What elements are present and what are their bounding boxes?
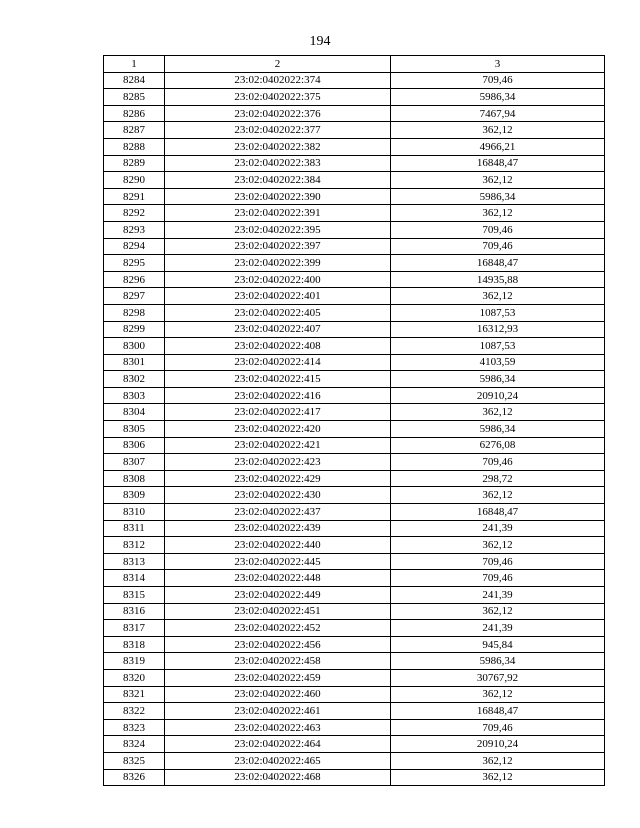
row-number-cell: 8305 bbox=[104, 421, 165, 438]
table-row bbox=[104, 769, 605, 786]
table-header-row bbox=[104, 56, 605, 73]
value-cell: 16848,47 bbox=[391, 255, 605, 272]
cadastral-number-cell: 23:02:0402022:461 bbox=[165, 703, 391, 720]
cadastral-number-cell: 23:02:0402022:452 bbox=[165, 620, 391, 637]
row-number-cell: 8285 bbox=[104, 89, 165, 106]
cadastral-number-cell: 23:02:0402022:384 bbox=[165, 172, 391, 189]
cadastral-number-cell: 23:02:0402022:375 bbox=[165, 89, 391, 106]
row-number-cell: 8296 bbox=[104, 271, 165, 288]
row-number-cell: 8317 bbox=[104, 620, 165, 637]
row-number-cell: 8306 bbox=[104, 437, 165, 454]
cadastral-number-cell: 23:02:0402022:460 bbox=[165, 686, 391, 703]
row-number-cell: 8323 bbox=[104, 719, 165, 736]
value-cell: 709,46 bbox=[391, 553, 605, 570]
table-row bbox=[104, 537, 605, 554]
value-cell: 5986,34 bbox=[391, 653, 605, 670]
value-cell: 362,12 bbox=[391, 603, 605, 620]
value-cell: 20910,24 bbox=[391, 736, 605, 753]
cadastral-number-cell: 23:02:0402022:400 bbox=[165, 271, 391, 288]
row-number-cell: 8313 bbox=[104, 553, 165, 570]
table-row bbox=[104, 188, 605, 205]
row-number-cell: 8292 bbox=[104, 205, 165, 222]
row-number-cell: 8299 bbox=[104, 321, 165, 338]
value-cell: 1087,53 bbox=[391, 304, 605, 321]
table-row bbox=[104, 520, 605, 537]
cadastral-number-cell: 23:02:0402022:440 bbox=[165, 537, 391, 554]
value-cell: 298,72 bbox=[391, 470, 605, 487]
cadastral-number-cell: 23:02:0402022:449 bbox=[165, 587, 391, 604]
value-cell: 362,12 bbox=[391, 172, 605, 189]
table-row bbox=[104, 752, 605, 769]
table-row bbox=[104, 719, 605, 736]
cadastral-number-cell: 23:02:0402022:374 bbox=[165, 72, 391, 89]
cadastral-number-cell: 23:02:0402022:405 bbox=[165, 304, 391, 321]
row-number-cell: 8307 bbox=[104, 454, 165, 471]
cadastral-number-cell: 23:02:0402022:377 bbox=[165, 122, 391, 139]
table-row bbox=[104, 603, 605, 620]
table-row bbox=[104, 354, 605, 371]
table-row bbox=[104, 736, 605, 753]
cadastral-number-cell: 23:02:0402022:407 bbox=[165, 321, 391, 338]
row-number-cell: 8291 bbox=[104, 188, 165, 205]
cadastral-number-cell: 23:02:0402022:456 bbox=[165, 636, 391, 653]
table-row bbox=[104, 587, 605, 604]
cadastral-number-cell: 23:02:0402022:382 bbox=[165, 138, 391, 155]
value-cell: 5986,34 bbox=[391, 89, 605, 106]
value-cell: 362,12 bbox=[391, 769, 605, 786]
value-cell: 362,12 bbox=[391, 752, 605, 769]
row-number-cell: 8288 bbox=[104, 138, 165, 155]
value-cell: 709,46 bbox=[391, 719, 605, 736]
row-number-cell: 8326 bbox=[104, 769, 165, 786]
table-row bbox=[104, 636, 605, 653]
cadastral-number-cell: 23:02:0402022:414 bbox=[165, 354, 391, 371]
cadastral-number-cell: 23:02:0402022:421 bbox=[165, 437, 391, 454]
value-cell: 241,39 bbox=[391, 620, 605, 637]
table-row bbox=[104, 155, 605, 172]
value-cell: 4966,21 bbox=[391, 138, 605, 155]
cadastral-number-cell: 23:02:0402022:448 bbox=[165, 570, 391, 587]
row-number-cell: 8324 bbox=[104, 736, 165, 753]
table-row bbox=[104, 703, 605, 720]
cadastral-number-cell: 23:02:0402022:437 bbox=[165, 504, 391, 521]
table-row bbox=[104, 122, 605, 139]
table-row bbox=[104, 138, 605, 155]
table-row bbox=[104, 304, 605, 321]
table-row bbox=[104, 570, 605, 587]
table-row bbox=[104, 338, 605, 355]
value-cell: 30767,92 bbox=[391, 669, 605, 686]
row-number-cell: 8322 bbox=[104, 703, 165, 720]
value-cell: 1087,53 bbox=[391, 338, 605, 355]
table-row bbox=[104, 437, 605, 454]
table-row bbox=[104, 288, 605, 305]
value-cell: 5986,34 bbox=[391, 188, 605, 205]
value-cell: 362,12 bbox=[391, 122, 605, 139]
column-header-3: 3 bbox=[391, 56, 605, 73]
value-cell: 4103,59 bbox=[391, 354, 605, 371]
value-cell: 16848,47 bbox=[391, 703, 605, 720]
table-row bbox=[104, 686, 605, 703]
table-row bbox=[104, 89, 605, 106]
row-number-cell: 8293 bbox=[104, 221, 165, 238]
cadastral-number-cell: 23:02:0402022:464 bbox=[165, 736, 391, 753]
row-number-cell: 8295 bbox=[104, 255, 165, 272]
row-number-cell: 8312 bbox=[104, 537, 165, 554]
cadastral-number-cell: 23:02:0402022:397 bbox=[165, 238, 391, 255]
value-cell: 709,46 bbox=[391, 570, 605, 587]
cadastral-number-cell: 23:02:0402022:429 bbox=[165, 470, 391, 487]
value-cell: 709,46 bbox=[391, 72, 605, 89]
row-number-cell: 8320 bbox=[104, 669, 165, 686]
table-row bbox=[104, 387, 605, 404]
value-cell: 5986,34 bbox=[391, 421, 605, 438]
row-number-cell: 8311 bbox=[104, 520, 165, 537]
value-cell: 16848,47 bbox=[391, 504, 605, 521]
column-header-1: 1 bbox=[104, 56, 165, 73]
table-row bbox=[104, 238, 605, 255]
table-row bbox=[104, 321, 605, 338]
row-number-cell: 8298 bbox=[104, 304, 165, 321]
data-table bbox=[103, 55, 605, 786]
table-row bbox=[104, 404, 605, 421]
row-number-cell: 8286 bbox=[104, 105, 165, 122]
value-cell: 709,46 bbox=[391, 238, 605, 255]
table-row bbox=[104, 454, 605, 471]
table-row bbox=[104, 72, 605, 89]
table-row bbox=[104, 669, 605, 686]
value-cell: 945,84 bbox=[391, 636, 605, 653]
row-number-cell: 8319 bbox=[104, 653, 165, 670]
cadastral-number-cell: 23:02:0402022:417 bbox=[165, 404, 391, 421]
row-number-cell: 8297 bbox=[104, 288, 165, 305]
cadastral-number-cell: 23:02:0402022:423 bbox=[165, 454, 391, 471]
cadastral-number-cell: 23:02:0402022:463 bbox=[165, 719, 391, 736]
value-cell: 362,12 bbox=[391, 404, 605, 421]
table-row bbox=[104, 421, 605, 438]
table-row bbox=[104, 205, 605, 222]
row-number-cell: 8304 bbox=[104, 404, 165, 421]
row-number-cell: 8300 bbox=[104, 338, 165, 355]
table-row bbox=[104, 620, 605, 637]
row-number-cell: 8294 bbox=[104, 238, 165, 255]
value-cell: 362,12 bbox=[391, 487, 605, 504]
value-cell: 7467,94 bbox=[391, 105, 605, 122]
row-number-cell: 8303 bbox=[104, 387, 165, 404]
value-cell: 6276,08 bbox=[391, 437, 605, 454]
value-cell: 5986,34 bbox=[391, 371, 605, 388]
cadastral-number-cell: 23:02:0402022:451 bbox=[165, 603, 391, 620]
cadastral-number-cell: 23:02:0402022:415 bbox=[165, 371, 391, 388]
table-row bbox=[104, 371, 605, 388]
value-cell: 362,12 bbox=[391, 205, 605, 222]
cadastral-number-cell: 23:02:0402022:468 bbox=[165, 769, 391, 786]
row-number-cell: 8289 bbox=[104, 155, 165, 172]
cadastral-number-cell: 23:02:0402022:390 bbox=[165, 188, 391, 205]
row-number-cell: 8310 bbox=[104, 504, 165, 521]
value-cell: 16848,47 bbox=[391, 155, 605, 172]
table-row bbox=[104, 487, 605, 504]
cadastral-number-cell: 23:02:0402022:416 bbox=[165, 387, 391, 404]
row-number-cell: 8321 bbox=[104, 686, 165, 703]
table-row bbox=[104, 553, 605, 570]
table-body bbox=[104, 72, 605, 786]
cadastral-number-cell: 23:02:0402022:420 bbox=[165, 421, 391, 438]
row-number-cell: 8308 bbox=[104, 470, 165, 487]
value-cell: 241,39 bbox=[391, 520, 605, 537]
value-cell: 20910,24 bbox=[391, 387, 605, 404]
table-row bbox=[104, 105, 605, 122]
table-row bbox=[104, 504, 605, 521]
table-row bbox=[104, 172, 605, 189]
page-number: 194 bbox=[309, 34, 331, 49]
table-row bbox=[104, 470, 605, 487]
cadastral-number-cell: 23:02:0402022:383 bbox=[165, 155, 391, 172]
row-number-cell: 8318 bbox=[104, 636, 165, 653]
cadastral-number-cell: 23:02:0402022:459 bbox=[165, 669, 391, 686]
cadastral-number-cell: 23:02:0402022:465 bbox=[165, 752, 391, 769]
cadastral-number-cell: 23:02:0402022:445 bbox=[165, 553, 391, 570]
row-number-cell: 8287 bbox=[104, 122, 165, 139]
value-cell: 241,39 bbox=[391, 587, 605, 604]
cadastral-number-cell: 23:02:0402022:458 bbox=[165, 653, 391, 670]
cadastral-number-cell: 23:02:0402022:399 bbox=[165, 255, 391, 272]
cadastral-number-cell: 23:02:0402022:391 bbox=[165, 205, 391, 222]
table-row bbox=[104, 255, 605, 272]
column-header-2: 2 bbox=[165, 56, 391, 73]
value-cell: 362,12 bbox=[391, 537, 605, 554]
row-number-cell: 8325 bbox=[104, 752, 165, 769]
cadastral-number-cell: 23:02:0402022:439 bbox=[165, 520, 391, 537]
row-number-cell: 8314 bbox=[104, 570, 165, 587]
value-cell: 14935,88 bbox=[391, 271, 605, 288]
cadastral-number-cell: 23:02:0402022:395 bbox=[165, 221, 391, 238]
row-number-cell: 8301 bbox=[104, 354, 165, 371]
cadastral-number-cell: 23:02:0402022:408 bbox=[165, 338, 391, 355]
table-row bbox=[104, 221, 605, 238]
value-cell: 362,12 bbox=[391, 288, 605, 305]
cadastral-number-cell: 23:02:0402022:401 bbox=[165, 288, 391, 305]
value-cell: 362,12 bbox=[391, 686, 605, 703]
row-number-cell: 8284 bbox=[104, 72, 165, 89]
table-row bbox=[104, 653, 605, 670]
row-number-cell: 8316 bbox=[104, 603, 165, 620]
cadastral-number-cell: 23:02:0402022:430 bbox=[165, 487, 391, 504]
row-number-cell: 8302 bbox=[104, 371, 165, 388]
value-cell: 709,46 bbox=[391, 454, 605, 471]
value-cell: 16312,93 bbox=[391, 321, 605, 338]
row-number-cell: 8290 bbox=[104, 172, 165, 189]
table-row bbox=[104, 271, 605, 288]
row-number-cell: 8309 bbox=[104, 487, 165, 504]
row-number-cell: 8315 bbox=[104, 587, 165, 604]
value-cell: 709,46 bbox=[391, 221, 605, 238]
cadastral-number-cell: 23:02:0402022:376 bbox=[165, 105, 391, 122]
